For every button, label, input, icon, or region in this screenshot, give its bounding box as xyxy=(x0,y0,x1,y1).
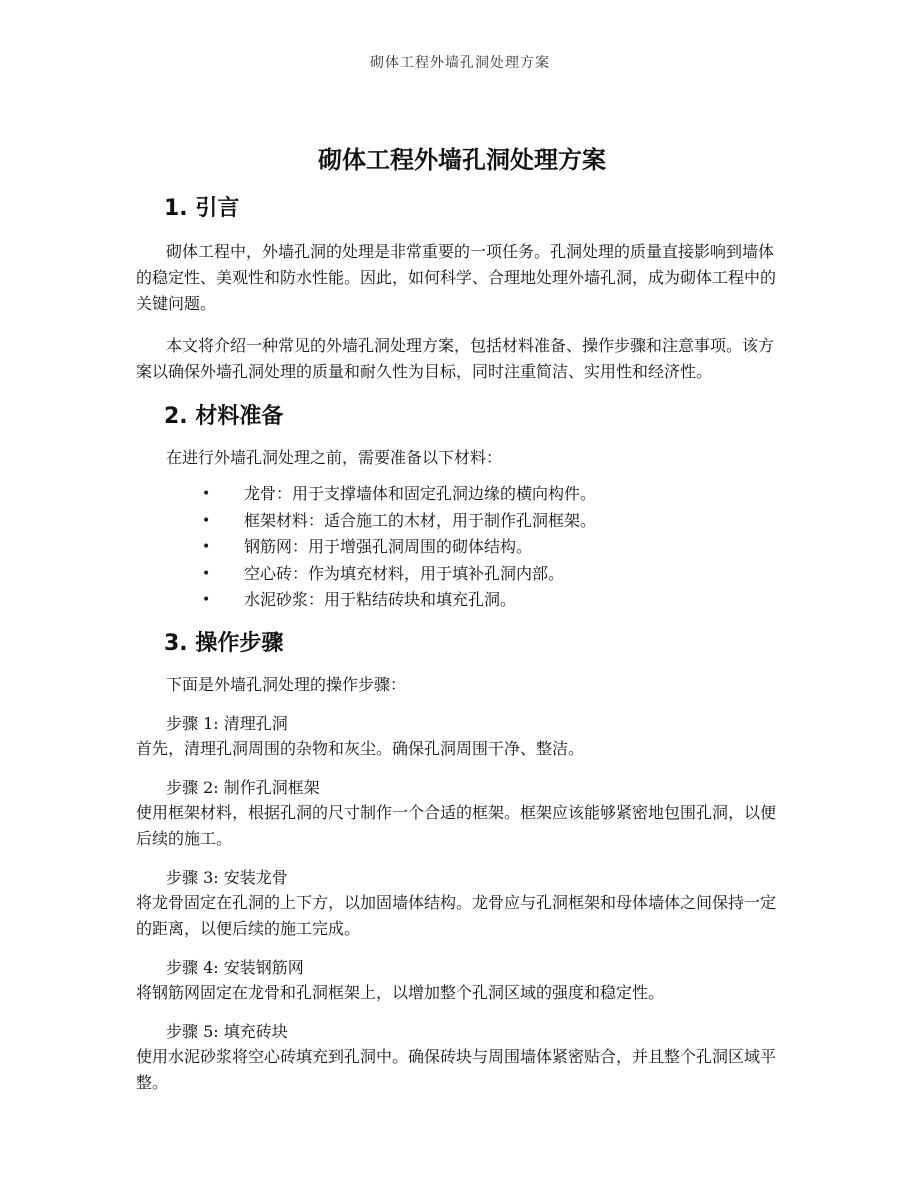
list-item-text: 空心砖：作为填充材料，用于填补孔洞内部。 xyxy=(244,563,565,583)
paragraph: 砌体工程中，外墙孔洞的处理是非常重要的一项任务。孔洞处理的质量直接影响到墙体的稳定性、美观性和防水性能。因此，如何科学、合理地处理外墙孔洞，成为砌体工程中的关键问题。 xyxy=(136,242,777,313)
document-title: 砌体工程外墙孔洞处理方案 xyxy=(318,146,606,174)
step-body: 首先，清理孔洞周围的杂物和灰尘。确保孔洞周围干净、整洁。 xyxy=(136,738,585,758)
running-header: 砌体工程外墙孔洞处理方案 xyxy=(370,55,550,71)
bullet-icon: • xyxy=(202,486,211,502)
step-block xyxy=(136,1020,788,1096)
step-title: 步骤 2: 制作孔洞框架 xyxy=(166,777,320,797)
list-item xyxy=(136,561,788,588)
list-item-text: 框架材料：适合施工的木材，用于制作孔洞框架。 xyxy=(244,510,597,530)
list-item xyxy=(136,534,788,561)
step-title: 步骤 1: 清理孔洞 xyxy=(166,713,288,733)
step-body: 使用水泥砂浆将空心砖填充到孔洞中。确保砖块与周围墙体紧密贴合，并且整个孔洞区域平整。 xyxy=(136,1046,777,1092)
document-body xyxy=(136,143,788,1096)
bullet-icon: • xyxy=(202,512,211,529)
list-item-text: 钢筋网：用于增强孔洞周围的砌体结构。 xyxy=(244,537,533,556)
bullet-icon: • xyxy=(202,565,211,582)
list-item-text: 水泥砂浆：用于粘结砖块和填充孔洞。 xyxy=(244,590,517,609)
section-heading-materials: 2. 材料准备 xyxy=(164,404,284,429)
paragraph: 本文将介绍一种常见的外墙孔洞处理方案，包括材料准备、操作步骤和注意事项。该方案以确保外墙孔洞处理的质量和耐久性为目标，同时注重简洁、实用性和经济性。 xyxy=(136,336,775,381)
step-block xyxy=(136,866,788,942)
step-block xyxy=(136,712,788,762)
list-item-text: 龙骨：用于支撑墙体和固定孔洞边缘的横向构件。 xyxy=(244,484,597,503)
section-heading-intro: 1. 引言 xyxy=(164,196,240,221)
step-title: 步骤 4: 安装钢筋网 xyxy=(166,957,304,977)
materials-list xyxy=(136,481,788,614)
bullet-icon: • xyxy=(202,539,211,555)
section-heading-steps: 3. 操作步骤 xyxy=(164,630,284,656)
step-body: 使用框架材料，根据孔洞的尺寸制作一个合适的框架。框架应该能够紧密地包围孔洞，以便后续的施工。 xyxy=(136,802,777,848)
step-body: 将钢筋网固定在龙骨和孔洞框架上，以增加整个孔洞区域的强度和稳定性。 xyxy=(136,982,665,1002)
step-block xyxy=(136,776,788,852)
list-item xyxy=(136,587,788,614)
paragraph: 下面是外墙孔洞处理的操作步骤： xyxy=(166,674,407,694)
step-title: 步骤 3: 安装龙骨 xyxy=(166,867,288,887)
list-item xyxy=(136,508,788,535)
step-block xyxy=(136,956,788,1006)
list-item xyxy=(136,481,788,508)
paragraph: 在进行外墙孔洞处理之前，需要准备以下材料： xyxy=(166,448,503,467)
step-body: 将龙骨固定在孔洞的上下方，以加固墙体结构。龙骨应与孔洞框架和母体墙体之间保持一定的距离，以便后续的施工完成。 xyxy=(136,892,777,938)
step-title: 步骤 5: 填充砖块 xyxy=(166,1021,288,1041)
bullet-icon: • xyxy=(202,592,211,608)
